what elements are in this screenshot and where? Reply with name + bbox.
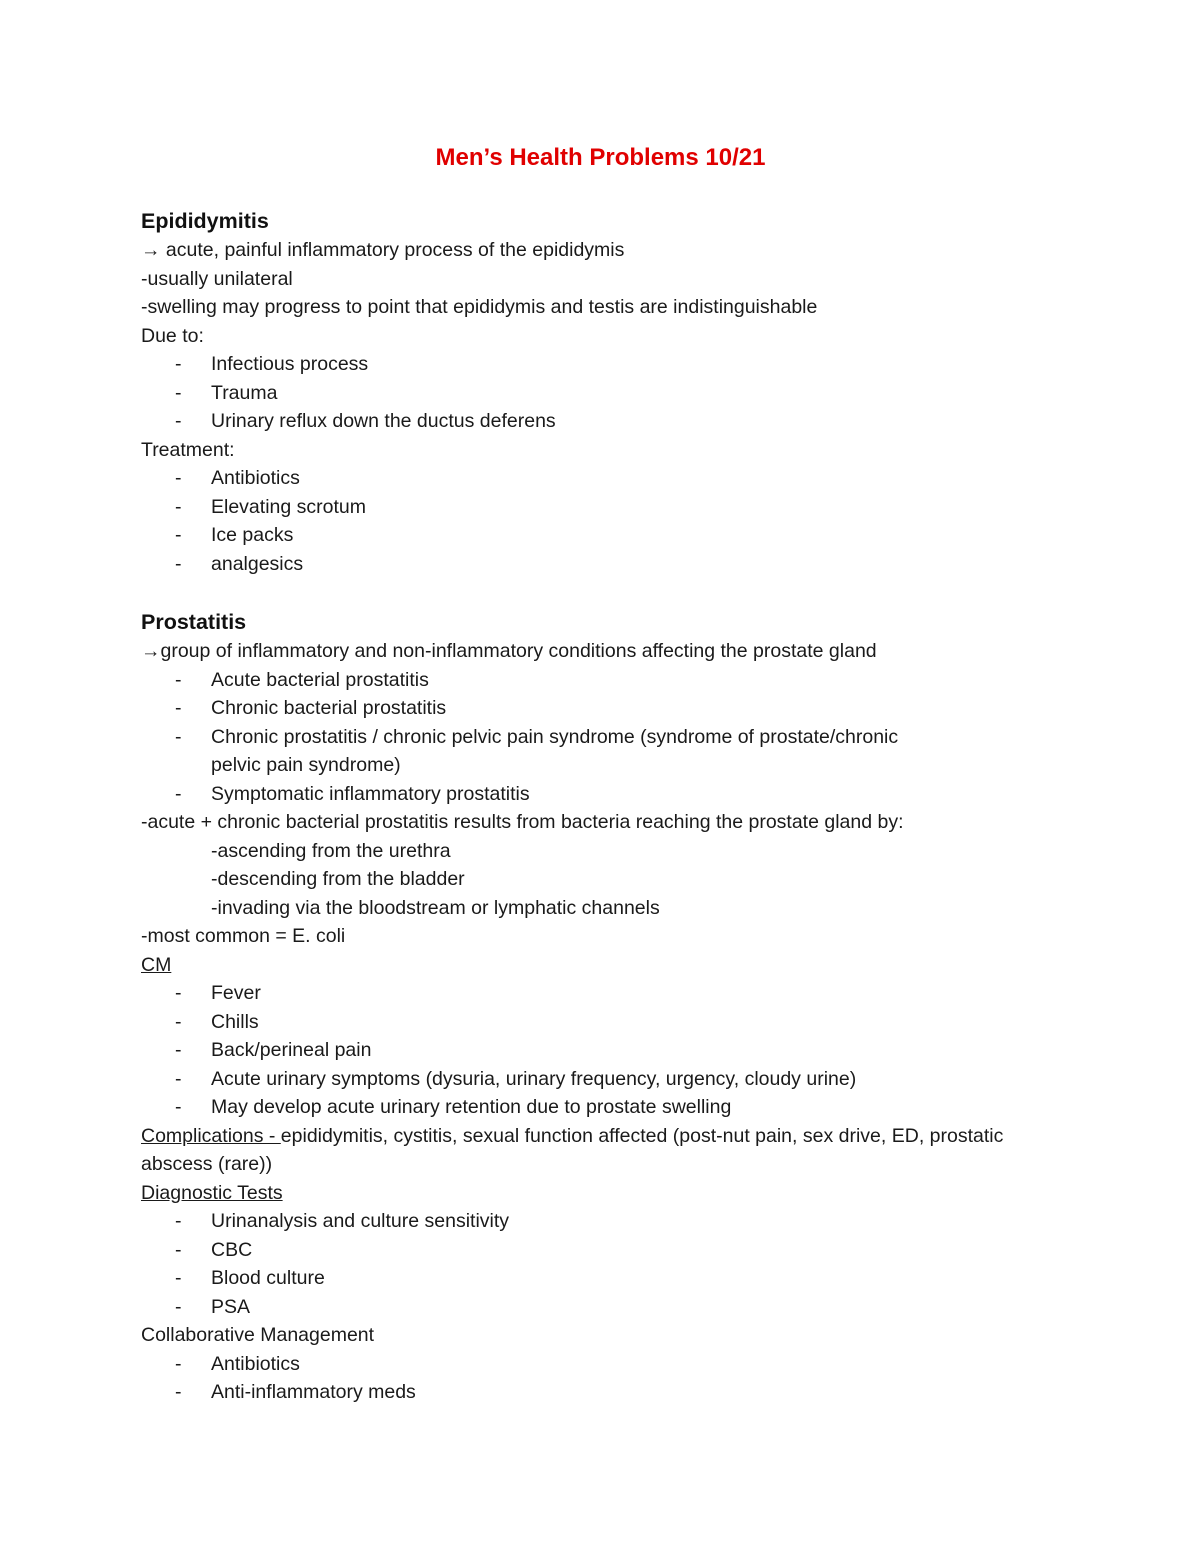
list-item: - Urinanalysis and culture sensitivity [175, 1210, 510, 1232]
complications-paragraph [141, 1122, 1060, 1179]
list-item: - PSA [175, 1295, 251, 1318]
list-item: - analgesics [175, 552, 304, 575]
complications-text: epididymitis, cystitis, sexual function affected (post-nut pain, sex drive, ED, prostatic abscess (rare)) [141, 1124, 1004, 1175]
route-invading: -invading via the bloodstream or lymphatic channels [211, 896, 660, 919]
cm-label: CM [141, 953, 172, 976]
list-item: - Chills [175, 1010, 259, 1033]
treatment-label: Treatment: [141, 438, 235, 461]
epididymitis-heading: Epididymitis [141, 209, 269, 233]
list-item: - Blood culture [175, 1267, 325, 1289]
most-common-line: -most common = E. coli [141, 925, 346, 947]
list-item: - CBC [175, 1238, 253, 1261]
list-item: - Acute urinary symptoms (dysuria, urinary frequency, urgency, cloudy urine) [175, 1067, 857, 1090]
cm-list [141, 979, 1060, 1122]
treatment-list [141, 464, 1060, 578]
management-label: Collaborative Management [141, 1324, 375, 1346]
page-title: Men’s Health Problems 10/21 [435, 144, 766, 171]
list-item: - Fever [175, 982, 261, 1004]
list-item: - Chronic prostatitis / chronic pelvic pain syndrome (syndrome of prostate/chronic pelvic pain syndrome) [175, 725, 899, 776]
list-item: - Acute bacterial prostatitis [175, 668, 429, 691]
epididymitis-note-swelling: -swelling may progress to point that epididymis and testis are indistinguishable [141, 296, 818, 318]
cause-line: -acute + chronic bacterial prostatitis results from bacteria reaching the prostate gland by: [141, 811, 904, 833]
complications-label: Complications - [141, 1124, 281, 1147]
epididymitis-definition: → acute, painful inflammatory process of the epididymis [141, 239, 625, 261]
route-ascending: -ascending from the urethra [211, 839, 451, 862]
list-item: - Ice packs [175, 524, 294, 546]
list-item: - May develop acute urinary retention due to prostate swelling [175, 1096, 732, 1118]
diagnostic-tests-label: Diagnostic Tests [141, 1181, 283, 1204]
list-item: - Elevating scrotum [175, 495, 366, 518]
diagnostic-tests-list [141, 1207, 1060, 1321]
due-to-list [141, 350, 1060, 436]
due-to-label: Due to: [141, 324, 204, 347]
prostatitis-definition: →group of inflammatory and non-inflammatory conditions affecting the prostate gland [141, 640, 877, 662]
list-item: - Antibiotics [175, 1352, 300, 1375]
management-list [141, 1350, 1060, 1407]
list-item: - Back/perineal pain [175, 1039, 372, 1061]
list-item: - Symptomatic inflammatory prostatitis [175, 782, 530, 805]
list-item: - Anti-inflammatory meds [175, 1381, 416, 1403]
route-descending: -descending from the bladder [211, 868, 465, 890]
list-item: - Infectious process [175, 353, 369, 375]
list-item: - Trauma [175, 381, 278, 404]
list-item: - Antibiotics [175, 467, 300, 489]
prostatitis-types-list [141, 666, 1060, 809]
epididymitis-note-unilateral: -usually unilateral [141, 267, 293, 290]
list-item: - Chronic bacterial prostatitis [175, 697, 447, 719]
prostatitis-heading: Prostatitis [141, 610, 247, 634]
list-item: - Urinary reflux down the ductus deferens [175, 410, 556, 432]
